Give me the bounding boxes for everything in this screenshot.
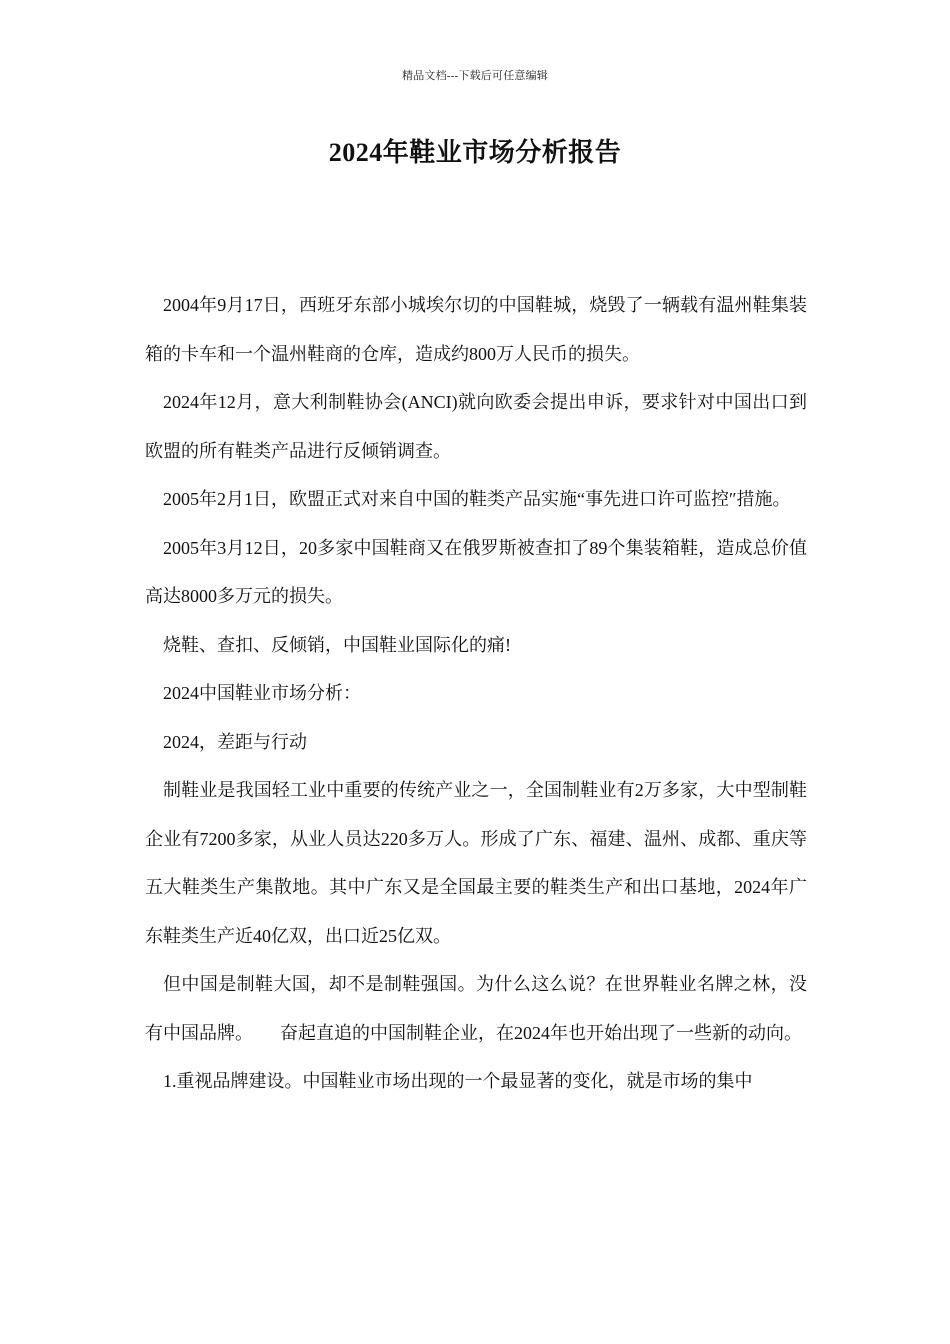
paragraph: 制鞋业是我国轻工业中重要的传统产业之一，全国制鞋业有2万多家，大中型制鞋企业有7200多家，从业人员达220多万人。形成了广东、福建、温州、成都、重庆等五大鞋类生产集散地。其中广东又是全国最主要的鞋类生产和出口基地，2024年广东鞋类生产近40亿双，出口近25亿双。: [145, 780, 807, 946]
paragraph: 但中国是制鞋大国，却不是制鞋强国。为什么这么说？在世界鞋业名牌之林，没有中国品牌。 奋起直追的中国制鞋企业，在2024年也开始出现了一些新的动向。: [145, 974, 807, 1043]
paragraph: 1.重视品牌建设。中国鞋业市场出现的一个最显著的变化，就是市场的集中: [163, 1071, 753, 1091]
paragraph: 2005年3月12日，20多家中国鞋商又在俄罗斯被查扣了89个集装箱鞋，造成总价值高达8000多万元的损失。: [145, 537, 807, 606]
paragraph: 2024中国鞋业市场分析：: [163, 683, 361, 703]
paragraph: 2024，差距与行动: [163, 731, 307, 752]
page-header: 精品文档---下载后可任意编辑: [402, 70, 548, 82]
document-title: 2024年鞋业市场分析报告: [328, 138, 622, 167]
paragraph: 烧鞋、查扣、反倾销，中国鞋业国际化的痛!: [163, 634, 511, 655]
paragraph: 2005年2月1日，欧盟正式对来自中国的鞋类产品实施“事先进口许可监控″措施。: [163, 489, 791, 509]
paragraph: 2024年12月，意大利制鞋协会(ANCI)就向欧委会提出申诉，要求针对中国出口到欧盟的所有鞋类产品进行反倾销调查。: [145, 392, 807, 461]
document-body: [145, 281, 807, 1106]
paragraph: 2004年9月17日，西班牙东部小城埃尔切的中国鞋城，烧毁了一辆载有温州鞋集装箱的卡车和一个温州鞋商的仓库，造成约800万人民币的损失。: [145, 295, 807, 364]
